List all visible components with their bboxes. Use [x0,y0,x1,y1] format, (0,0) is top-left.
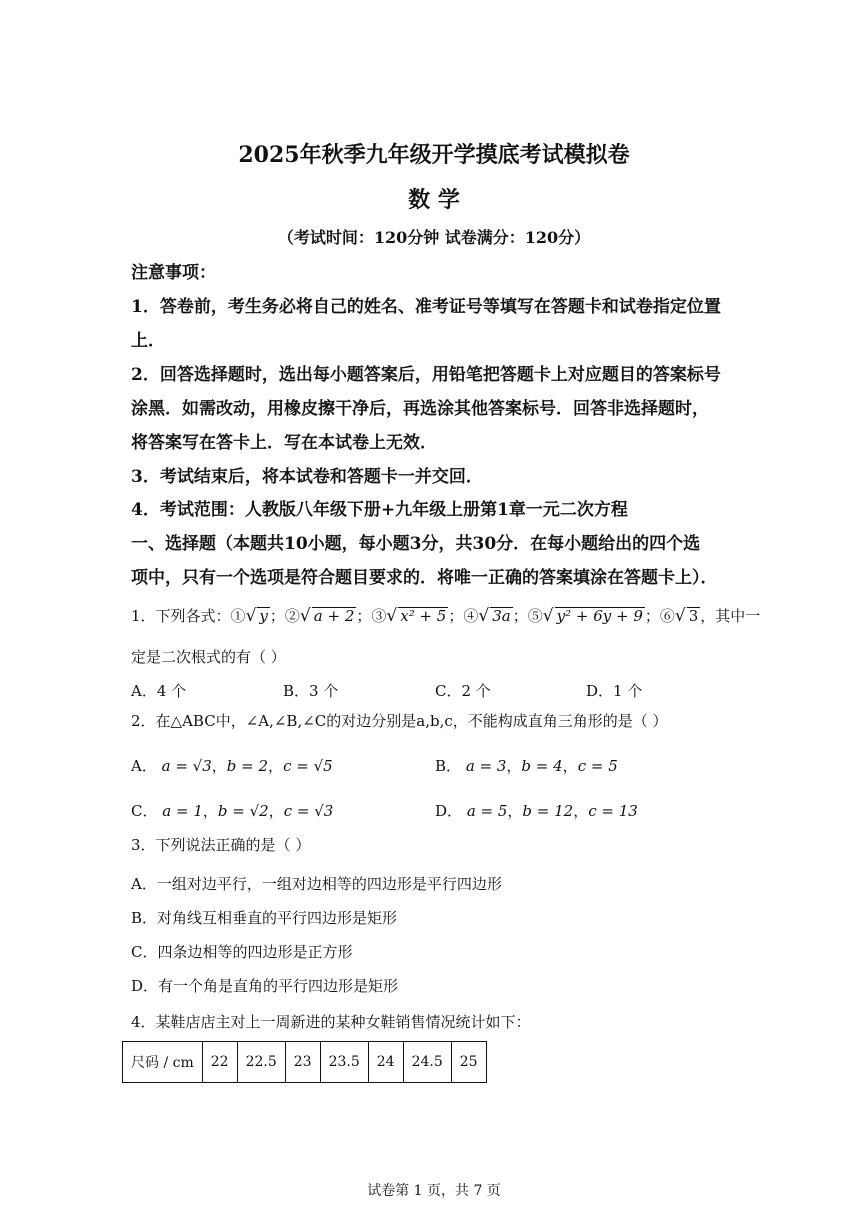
note-line: 3．考试结束后，将本试卷和答题卡一并交回． [131,467,483,487]
q2-option-d: D． a = 5，b = 12，c = 13 [435,802,638,820]
radicand: 3a [492,607,511,625]
radicand: 3 [688,607,699,625]
q2-option-a: A． a = √3，b = 2，c = √5 [131,757,333,775]
q1-option-a: A．4 个 [131,682,187,700]
section-heading: 一、选择题（本题共10小题，每小题3分，共30分．在每小题给出的四个选 [131,534,701,554]
q1-item: ⑤√ y² + 6y + 9 [527,606,643,626]
note-line: 将答案写在答卡上．写在本试卷上无效． [131,433,437,453]
table-cell: 24 [368,1042,403,1083]
q1-option-d: D．1 个 [586,682,643,700]
q3-option-b: B．对角线互相垂直的平行四边形是矩形 [131,909,398,927]
note-line: 1．答卷前，考生务必将自己的姓名、准考证号等填写在答题卡和试卷指定位置 [131,297,721,317]
question-1-stem: 1．下列各式：①√ y ；②√ a + 2 ；③√ x² + 5 ；④√ 3a ；⑤√ y² + 6y + 9 ；⑥√ 3 ，其中一 [131,606,761,626]
q2-option-b: B． a = 3，b = 4，c = 5 [435,757,618,775]
exam-info: （考试时间：120分钟 试卷满分：120分） [277,228,591,247]
note-line: 上． [131,331,165,351]
table-cell: 22.5 [237,1042,285,1083]
q1-option-c: C．2 个 [435,682,491,700]
q3-option-c: C．四条边相等的四边形是正方形 [131,943,353,961]
q1-item: ⑥√ 3 [659,606,699,626]
table-header-cell: 尺码 / cm [123,1042,203,1083]
radicand: y² + 6y + 9 [556,607,643,625]
q1-item: ③√ x² + 5 [371,606,447,626]
table-cell: 23 [285,1042,320,1083]
q3-option-d: D．有一个角是直角的平行四边形是矩形 [131,977,399,995]
q1-option-b: B．3 个 [283,682,339,700]
size-table [122,1041,487,1083]
radicand: y [259,607,268,625]
table-cell: 24.5 [403,1042,451,1083]
q1-item: ①√ y [230,606,268,626]
page-footer: 试卷第 1 页，共 7 页 [367,1183,501,1199]
subject-title: 数 学 [408,187,460,213]
note-line: 4．考试范围：人教版八年级下册+九年级上册第1章一元二次方程 [131,500,628,520]
q3-option-a: A．一组对边平行，一组对边相等的四边形是平行四边形 [131,875,502,893]
q1-item: ②√ a + 2 [284,606,355,626]
q1-prefix: 1．下列各式： [131,607,231,625]
question-4-stem: 4．某鞋店店主对上一周新进的某种女鞋销售情况统计如下： [131,1013,531,1031]
table-cell: 22 [202,1042,237,1083]
note-line: 2．回答选择题时，选出每小题答案后，用铅笔把答题卡上对应题目的答案标号 [131,365,721,385]
exam-title: 2025年秋季九年级开学摸底考试模拟卷 [238,142,630,168]
q1-item: ④√ 3a [463,606,511,626]
radicand: a + 2 [313,607,355,625]
section-heading: 项中，只有一个选项是符合题目要求的．将唯一正确的答案填涂在答题卡上）． [131,568,718,588]
notes-heading: 注意事项： [131,263,216,283]
radicand: x² + 5 [400,607,447,625]
question-3-stem: 3．下列说法正确的是（ ） [131,836,311,854]
note-line: 涂黑．如需改动，用橡皮擦干净后，再选涂其他答案标号．回答非选择题时， [131,399,709,419]
question-2-stem: 2．在△ABC中，∠A,∠B,∠C的对边分别是a,b,c，不能构成直角三角形的是（ ） [131,712,668,730]
table-cell: 25 [451,1042,486,1083]
question-1-line2: 定是二次根式的有（ ） [131,648,286,666]
q2-option-c: C． a = 1，b = √2，c = √3 [131,802,334,820]
table-row [123,1042,487,1083]
table-cell: 23.5 [320,1042,368,1083]
